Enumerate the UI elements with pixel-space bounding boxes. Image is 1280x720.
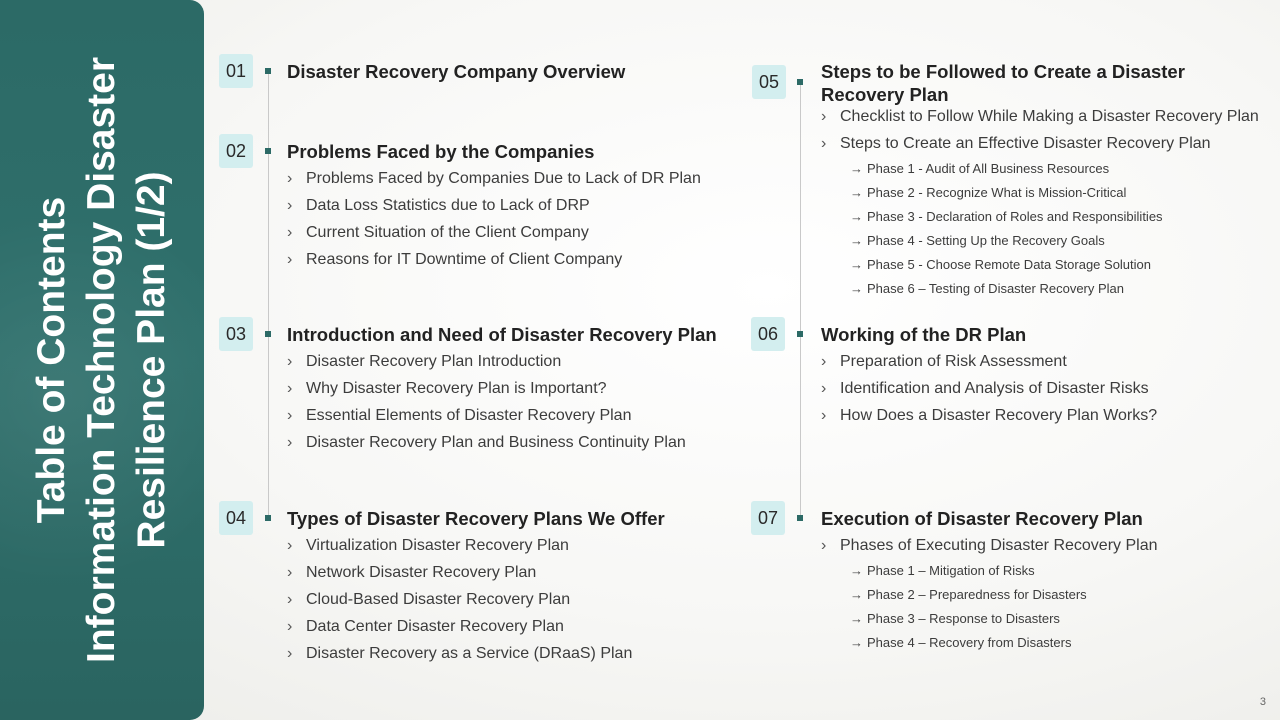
list-item: › How Does a Disaster Recovery Plan Works? — [821, 402, 1157, 429]
section-number-01: 01 — [219, 54, 253, 88]
list-item: › Cloud-Based Disaster Recovery Plan — [287, 586, 665, 613]
list-item: › Disaster Recovery Plan Introduction — [287, 348, 717, 375]
arrow-right-icon: → — [850, 233, 863, 248]
arrow-right-icon: → — [850, 563, 863, 578]
phase-item: → Phase 2 - Recognize What is Mission-Critical — [850, 185, 1127, 200]
list-item: › Network Disaster Recovery Plan — [287, 559, 665, 586]
page-title — [27, 15, 177, 705]
list-item: › Preparation of Risk Assessment — [821, 348, 1157, 375]
section-title-line-2: Recovery Plan — [821, 84, 949, 105]
phase-item: → Phase 1 - Audit of All Business Resources — [850, 161, 1110, 176]
section-04 — [287, 507, 665, 667]
section-01 — [287, 60, 625, 85]
section-number-03: 03 — [219, 317, 253, 351]
timeline-marker-02 — [265, 148, 271, 154]
phase-item: → Phase 6 – Testing of Disaster Recovery Plan — [850, 281, 1125, 296]
section-02 — [287, 140, 701, 273]
section-items — [287, 348, 717, 456]
right-timeline — [800, 82, 801, 518]
list-item: › Data Center Disaster Recovery Plan — [287, 613, 665, 640]
section-07 — [821, 507, 1157, 655]
page-title-line-2: Information Technology Disaster — [80, 56, 123, 664]
timeline-marker-05 — [797, 79, 803, 85]
section-items — [287, 165, 701, 273]
section-title-line-1: Steps to be Followed to Create a Disaster — [821, 61, 1185, 82]
arrow-right-icon: → — [850, 611, 863, 626]
phase-item: → Phase 5 - Choose Remote Data Storage Solution — [850, 257, 1152, 272]
section-items — [821, 103, 1259, 157]
phase-item: → Phase 2 – Preparedness for Disasters — [850, 587, 1087, 602]
section-number-02: 02 — [219, 134, 253, 168]
section-title: Execution of Disaster Recovery Plan — [821, 508, 1143, 529]
list-item: › Why Disaster Recovery Plan is Important? — [287, 375, 717, 402]
section-title: Problems Faced by the Companies — [287, 141, 595, 162]
section-title: Introduction and Need of Disaster Recovery Plan — [287, 324, 717, 345]
arrow-right-icon: → — [850, 587, 863, 602]
section-number-07: 07 — [751, 501, 785, 535]
list-item: › Phases of Executing Disaster Recovery Plan — [821, 532, 1157, 559]
section-items — [821, 348, 1157, 429]
arrow-right-icon: → — [850, 185, 863, 200]
phase-item: → Phase 4 – Recovery from Disasters — [850, 635, 1072, 650]
section-05 — [821, 60, 1259, 301]
title-sidebar — [0, 0, 204, 720]
section-items — [821, 532, 1157, 559]
list-item: › Identification and Analysis of Disaster Risks — [821, 375, 1157, 402]
section-title — [821, 60, 1259, 106]
section-title: Types of Disaster Recovery Plans We Offer — [287, 508, 665, 529]
section-number-05: 05 — [752, 65, 786, 99]
list-item: › Checklist to Follow While Making a Disaster Recovery Plan — [821, 103, 1259, 130]
list-item: › Problems Faced by Companies Due to Lack of DR Plan — [287, 165, 701, 192]
phase-list — [821, 157, 1259, 301]
timeline-marker-04 — [265, 515, 271, 521]
page-title-line-1: Table of Contents — [30, 196, 73, 524]
arrow-right-icon: → — [850, 635, 863, 650]
section-06 — [821, 323, 1157, 429]
section-number-06: 06 — [751, 317, 785, 351]
phase-item: → Phase 3 - Declaration of Roles and Responsibilities — [850, 209, 1163, 224]
timeline-marker-03 — [265, 331, 271, 337]
phase-item: → Phase 1 – Mitigation of Risks — [850, 563, 1035, 578]
section-number-04: 04 — [219, 501, 253, 535]
list-item: › Steps to Create an Effective Disaster Recovery Plan — [821, 130, 1259, 157]
left-timeline — [268, 72, 269, 518]
list-item: › Reasons for IT Downtime of Client Company — [287, 246, 701, 273]
timeline-marker-06 — [797, 331, 803, 337]
section-title: Disaster Recovery Company Overview — [287, 61, 626, 82]
arrow-right-icon: → — [850, 281, 863, 296]
page-title-line-3: Resilience Plan (1/2) — [130, 171, 173, 549]
phase-item: → Phase 4 - Setting Up the Recovery Goals — [850, 233, 1105, 248]
list-item: › Virtualization Disaster Recovery Plan — [287, 532, 665, 559]
section-03 — [287, 323, 717, 456]
section-title: Working of the DR Plan — [821, 324, 1027, 345]
list-item: › Current Situation of the Client Company — [287, 219, 701, 246]
phase-list — [821, 559, 1157, 655]
phase-item: → Phase 3 – Response to Disasters — [850, 611, 1060, 626]
list-item: › Disaster Recovery Plan and Business Continuity Plan — [287, 429, 717, 456]
arrow-right-icon: → — [850, 257, 863, 272]
list-item: › Disaster Recovery as a Service (DRaaS) Plan — [287, 640, 665, 667]
arrow-right-icon: → — [850, 161, 863, 176]
list-item: › Essential Elements of Disaster Recovery Plan — [287, 402, 717, 429]
arrow-right-icon: → — [850, 209, 863, 224]
section-items — [287, 532, 665, 667]
timeline-marker-01 — [265, 68, 271, 74]
page-number: 3 — [1259, 696, 1266, 708]
timeline-marker-07 — [797, 515, 803, 521]
list-item: › Data Loss Statistics due to Lack of DRP — [287, 192, 701, 219]
